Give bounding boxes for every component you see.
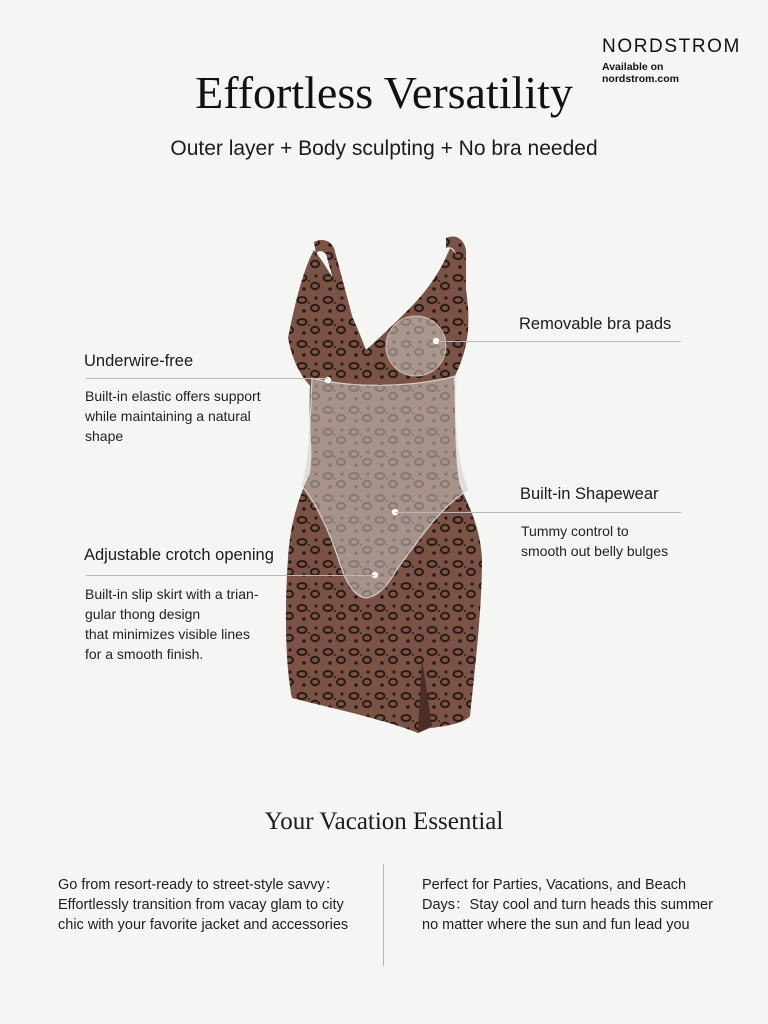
feature-underwire-line <box>86 378 328 379</box>
feature-underwire-desc: Built-in elastic offers support while maintaining a natural shape <box>85 388 261 444</box>
essential-right-text: Perfect for Parties, Vacations, and Beach Days：Stay cool and turn heads this summer no matter where the sun and fun lead you <box>422 877 713 933</box>
bra-pad-highlight <box>386 316 446 376</box>
feature-crotch-desc: Built-in slip skirt with a trian- gular thong design that minimizes visible lines for a smooth finish. <box>85 586 259 662</box>
product-dress-image <box>270 228 500 743</box>
feature-shapewear-title: Built-in Shapewear <box>520 485 659 503</box>
feature-shapewear-line <box>395 512 681 513</box>
feature-crotch-title: Adjustable crotch opening <box>84 546 274 564</box>
essential-left-text: Go from resort-ready to street-style savvy： Effortlessly transition from vacay glam to city chic with your favorite jacket and accessories <box>58 877 349 933</box>
feature-underwire-title: Underwire-free <box>84 352 194 370</box>
feature-shapewear-desc: Tummy control to smooth out belly bulges <box>521 523 669 559</box>
feature-bra-pads-line <box>438 341 681 342</box>
column-divider <box>383 864 384 966</box>
brand-availability: Available on nordstrom.com <box>602 61 680 85</box>
brand-logo: NORDSTROM <box>602 36 741 57</box>
page-subtitle: Outer layer + Body sculpting + No bra needed <box>170 137 598 160</box>
essential-title: Your Vacation Essential <box>264 808 504 835</box>
feature-crotch-line <box>86 575 375 576</box>
feature-bra-pads-title: Removable bra pads <box>519 315 672 333</box>
page-title: Effortless Versatility <box>195 67 573 118</box>
